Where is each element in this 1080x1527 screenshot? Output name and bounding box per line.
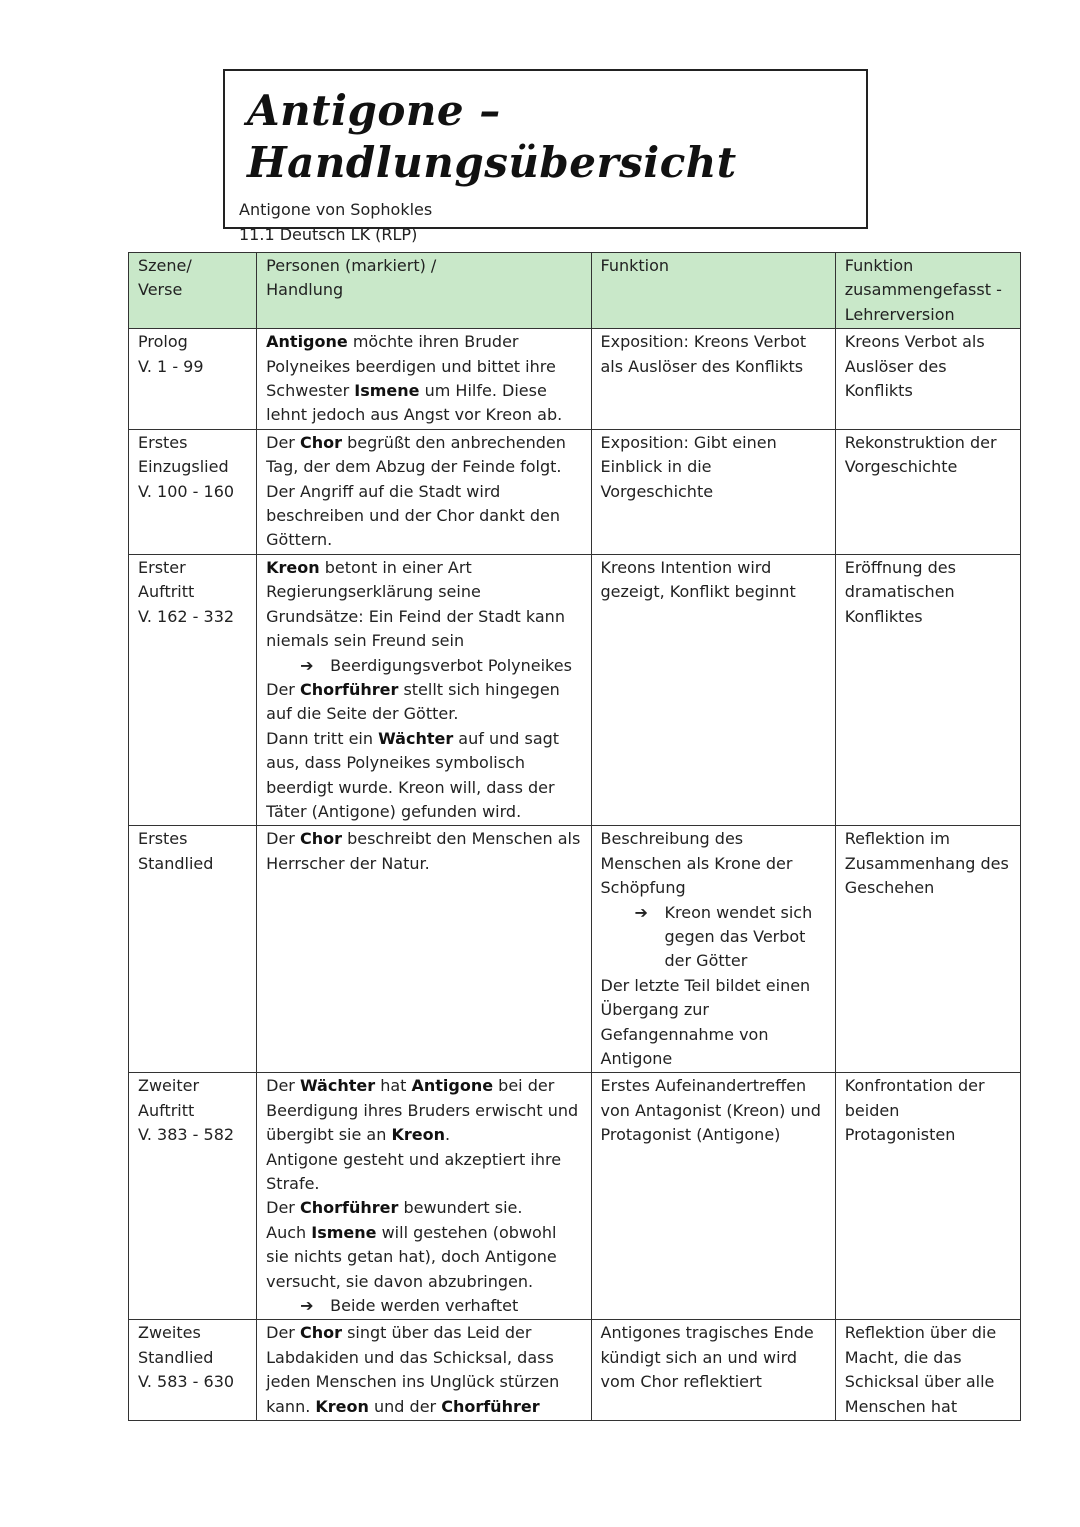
table-header-row <box>129 253 1021 329</box>
handlung-cell: Der Chor singt über das Leid der Labdakiden und das Schicksal, dass jeden Menschen ins Unglück stürzen kann. Kreon und der Chorführer <box>257 1320 591 1421</box>
funktion-cell: Exposition: Kreons Verbot als Auslöser des Konflikts <box>591 329 835 430</box>
arrow-right-icon: ➔ <box>300 655 314 675</box>
lehrer-cell: Eröffnung des dramatischen Konfliktes <box>835 554 1020 825</box>
funktion-cell: Exposition: Gibt einen Einblick in die Vorgeschichte <box>591 429 835 554</box>
handlung-cell: Der Chor beschreibt den Menschen als Herrscher der Natur. <box>257 826 591 1073</box>
header-handlung: Personen (markiert) / Handlung <box>257 253 591 329</box>
scene-cell: Zweiter Auftritt V. 383 - 582 <box>129 1073 257 1320</box>
arrow-line: ➔ Beerdigungsverbot Polyneikes <box>266 654 581 678</box>
handlung-cell: Antigone möchte ihren Bruder Polyneikes beerdigen und bittet ihre Schwester Ismene um Hilfe. Diese lehnt jedoch aus Angst vor Kreon ab. <box>257 329 591 430</box>
arrow-right-icon: ➔ <box>300 1296 314 1316</box>
handlung-cell: Der Wächter hat Antigone bei der Beerdigung ihres Bruders erwischt und übergibt sie an Kreon. Antigone gesteht und akzeptiert ihre Strafe. Der Chorführer bewundert sie. Auch Ismene will gestehen (obwohl sie nichts getan hat), doch Antigone versucht, sie davon abzubringen. ➔ Beide werden verhaftet <box>257 1073 591 1320</box>
header-lehrer: Funktion zusammengefasst - Lehrerversion <box>835 253 1020 329</box>
table-row <box>129 554 1021 825</box>
scene-cell: Erstes Einzugslied V. 100 - 160 <box>129 429 257 554</box>
plot-overview-table <box>128 252 1021 1421</box>
arrow-line: ➔ Kreon wendet sich <box>601 901 826 925</box>
funktion-cell: Antigones tragisches Ende kündigt sich an und wird vom Chor reflektiert <box>591 1320 835 1421</box>
title-box <box>223 69 868 244</box>
table-row <box>129 826 1021 1073</box>
arrow-line: ➔ Beide werden verhaftet <box>266 1294 581 1318</box>
header-scene: Szene/ Verse <box>129 253 257 329</box>
scene-cell: Zweites Standlied V. 583 - 630 <box>129 1320 257 1421</box>
funktion-cell: Kreons Intention wird gezeigt, Konflikt beginnt <box>591 554 835 825</box>
funktion-cell: Erstes Aufeinandertreffen von Antagonist (Kreon) und Protagonist (Antigone) <box>591 1073 835 1320</box>
table-row <box>129 1073 1021 1320</box>
scene-cell: Erstes Standlied <box>129 826 257 1073</box>
scene-cell: Erster Auftritt V. 162 - 332 <box>129 554 257 825</box>
scene-cell: Prolog V. 1 - 99 <box>129 329 257 430</box>
lehrer-cell: Reflektion über die Macht, die das Schicksal über alle Menschen hat <box>835 1320 1020 1421</box>
lehrer-cell: Kreons Verbot als Auslöser des Konflikts <box>835 329 1020 430</box>
table-row <box>129 1320 1021 1421</box>
lehrer-cell: Konfrontation der beiden Protagonisten <box>835 1073 1020 1320</box>
lehrer-cell: Reflektion im Zusammenhang des Geschehen <box>835 826 1020 1073</box>
course-label: 11.1 Deutsch LK (RLP) <box>239 225 418 244</box>
table-row <box>129 329 1021 430</box>
header-funktion: Funktion <box>591 253 835 329</box>
funktion-cell: Beschreibung des Menschen als Krone der Schöpfung ➔ Kreon wendet sich gegen das Verbot der Götter Der letzte Teil bildet einen Übergang zur Gefangennahme von Antigone <box>591 826 835 1073</box>
handlung-cell: Der Chor begrüßt den anbrechenden Tag, der dem Abzug der Feinde folgt. Der Angriff auf die Stadt wird beschreiben und der Chor dankt den Göttern. <box>257 429 591 554</box>
page-title: Antigone – Handlungsübersicht <box>247 86 737 187</box>
table-row <box>129 429 1021 554</box>
lehrer-cell: Rekonstruktion der Vorgeschichte <box>835 429 1020 554</box>
handlung-cell: Kreon betont in einer Art Regierungserklärung seine Grundsätze: Ein Feind der Stadt kann niemals sein Freund sein ➔ Beerdigungsverbot Polyneikes Der Chorführer stellt sich hingegen auf die Seite der Götter. Dann tritt ein Wächter auf und sagt aus, dass Polyneikes symbolisch beerdigt wurde. Kreon will, dass der Täter (Antigone) gefunden wird. <box>257 554 591 825</box>
arrow-right-icon: ➔ <box>634 902 648 922</box>
subtitle: Antigone von Sophokles <box>239 200 433 219</box>
